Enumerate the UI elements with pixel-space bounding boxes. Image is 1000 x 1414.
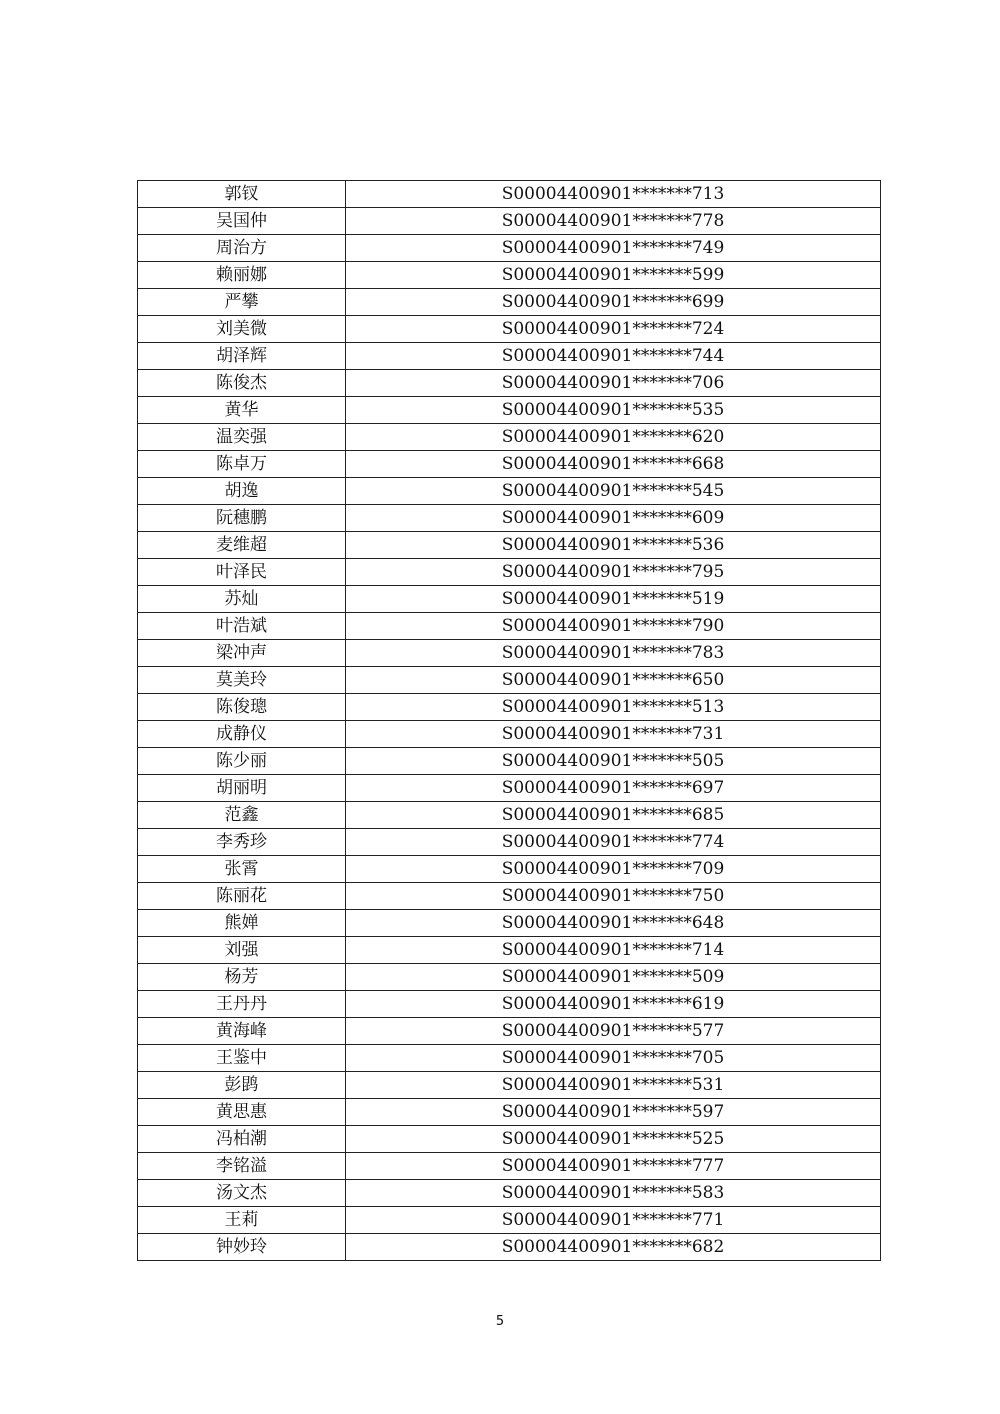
table-row [138, 424, 881, 451]
certificate-number-cell: S00004400901*******531 [346, 1072, 881, 1099]
name-cell: 王丹丹 [138, 991, 346, 1018]
table-row [138, 289, 881, 316]
table-row [138, 667, 881, 694]
certificate-number-cell: S00004400901*******577 [346, 1018, 881, 1045]
table-row [138, 613, 881, 640]
table-row [138, 1018, 881, 1045]
certificate-number-cell: S00004400901*******597 [346, 1099, 881, 1126]
certificate-number-cell: S00004400901*******709 [346, 856, 881, 883]
certificate-number-cell: S00004400901*******648 [346, 910, 881, 937]
table-row [138, 181, 881, 208]
page-number: 5 [495, 1314, 505, 1329]
name-cell: 胡泽辉 [138, 343, 346, 370]
certificate-number-cell: S00004400901*******697 [346, 775, 881, 802]
certificate-number-cell: S00004400901*******731 [346, 721, 881, 748]
name-cell: 苏灿 [138, 586, 346, 613]
name-cell: 陈俊杰 [138, 370, 346, 397]
table-row [138, 1153, 881, 1180]
certificate-number-cell: S00004400901*******714 [346, 937, 881, 964]
name-cell: 李秀珍 [138, 829, 346, 856]
certificate-number-cell: S00004400901*******750 [346, 883, 881, 910]
certificate-number-cell: S00004400901*******505 [346, 748, 881, 775]
name-cell: 刘美微 [138, 316, 346, 343]
table-row [138, 856, 881, 883]
name-cell: 叶泽民 [138, 559, 346, 586]
certificate-number-cell: S00004400901*******685 [346, 802, 881, 829]
name-cell: 黄华 [138, 397, 346, 424]
certificate-number-cell: S00004400901*******705 [346, 1045, 881, 1072]
name-cell: 阮穗鹏 [138, 505, 346, 532]
certificate-number-cell: S00004400901*******620 [346, 424, 881, 451]
name-cell: 彭鹍 [138, 1072, 346, 1099]
table-row [138, 559, 881, 586]
name-cell: 王鉴中 [138, 1045, 346, 1072]
table-row [138, 937, 881, 964]
roster-table [137, 180, 881, 1261]
name-cell: 李铭溢 [138, 1153, 346, 1180]
certificate-number-cell: S00004400901*******668 [346, 451, 881, 478]
name-cell: 吴国仲 [138, 208, 346, 235]
certificate-number-cell: S00004400901*******535 [346, 397, 881, 424]
name-cell: 莫美玲 [138, 667, 346, 694]
name-cell: 黄思惠 [138, 1099, 346, 1126]
table-row [138, 478, 881, 505]
name-cell: 郭钗 [138, 181, 346, 208]
name-cell: 黄海峰 [138, 1018, 346, 1045]
table-row [138, 505, 881, 532]
certificate-number-cell: S00004400901*******519 [346, 586, 881, 613]
table-row [138, 370, 881, 397]
certificate-number-cell: S00004400901*******774 [346, 829, 881, 856]
name-cell: 张霄 [138, 856, 346, 883]
name-cell: 梁冲声 [138, 640, 346, 667]
certificate-number-cell: S00004400901*******619 [346, 991, 881, 1018]
table-row [138, 1099, 881, 1126]
table-row [138, 1234, 881, 1261]
name-cell: 严攀 [138, 289, 346, 316]
table-row [138, 586, 881, 613]
table-row [138, 1045, 881, 1072]
name-cell: 成静仪 [138, 721, 346, 748]
name-cell: 麦维超 [138, 532, 346, 559]
name-cell: 熊婵 [138, 910, 346, 937]
name-cell: 陈俊璁 [138, 694, 346, 721]
table-row [138, 1072, 881, 1099]
table-row [138, 964, 881, 991]
certificate-number-cell: S00004400901*******525 [346, 1126, 881, 1153]
table-row [138, 532, 881, 559]
name-cell: 陈卓万 [138, 451, 346, 478]
name-cell: 陈丽花 [138, 883, 346, 910]
table-row [138, 640, 881, 667]
certificate-number-cell: S00004400901*******744 [346, 343, 881, 370]
certificate-number-cell: S00004400901*******682 [346, 1234, 881, 1261]
table-row [138, 208, 881, 235]
table-row [138, 694, 881, 721]
name-cell: 赖丽娜 [138, 262, 346, 289]
certificate-number-cell: S00004400901*******749 [346, 235, 881, 262]
name-cell: 汤文杰 [138, 1180, 346, 1207]
name-cell: 杨芳 [138, 964, 346, 991]
table-row [138, 829, 881, 856]
certificate-number-cell: S00004400901*******699 [346, 289, 881, 316]
table-row [138, 397, 881, 424]
table-row [138, 1180, 881, 1207]
name-cell: 叶浩斌 [138, 613, 346, 640]
table-row [138, 316, 881, 343]
certificate-number-cell: S00004400901*******771 [346, 1207, 881, 1234]
table-row [138, 1126, 881, 1153]
table-row [138, 802, 881, 829]
table-row [138, 1207, 881, 1234]
table-row [138, 775, 881, 802]
table-row [138, 910, 881, 937]
certificate-number-cell: S00004400901*******509 [346, 964, 881, 991]
certificate-number-cell: S00004400901*******536 [346, 532, 881, 559]
roster-table-body [138, 181, 881, 1261]
name-cell: 陈少丽 [138, 748, 346, 775]
certificate-number-cell: S00004400901*******724 [346, 316, 881, 343]
certificate-number-cell: S00004400901*******513 [346, 694, 881, 721]
name-cell: 温奕强 [138, 424, 346, 451]
table-row [138, 451, 881, 478]
name-cell: 周治方 [138, 235, 346, 262]
certificate-number-cell: S00004400901*******777 [346, 1153, 881, 1180]
certificate-number-cell: S00004400901*******706 [346, 370, 881, 397]
certificate-number-cell: S00004400901*******650 [346, 667, 881, 694]
certificate-number-cell: S00004400901*******713 [346, 181, 881, 208]
table-row [138, 262, 881, 289]
name-cell: 王莉 [138, 1207, 346, 1234]
certificate-number-cell: S00004400901*******783 [346, 640, 881, 667]
certificate-number-cell: S00004400901*******599 [346, 262, 881, 289]
certificate-number-cell: S00004400901*******583 [346, 1180, 881, 1207]
table-row [138, 343, 881, 370]
certificate-number-cell: S00004400901*******790 [346, 613, 881, 640]
certificate-number-cell: S00004400901*******778 [346, 208, 881, 235]
table-row [138, 883, 881, 910]
name-cell: 冯柏潮 [138, 1126, 346, 1153]
name-cell: 钟妙玲 [138, 1234, 346, 1261]
name-cell: 刘强 [138, 937, 346, 964]
certificate-number-cell: S00004400901*******795 [346, 559, 881, 586]
name-cell: 胡逸 [138, 478, 346, 505]
name-cell: 胡丽明 [138, 775, 346, 802]
name-cell: 范鑫 [138, 802, 346, 829]
certificate-number-cell: S00004400901*******545 [346, 478, 881, 505]
table-row [138, 748, 881, 775]
table-row [138, 991, 881, 1018]
certificate-number-cell: S00004400901*******609 [346, 505, 881, 532]
table-row [138, 721, 881, 748]
table-row [138, 235, 881, 262]
